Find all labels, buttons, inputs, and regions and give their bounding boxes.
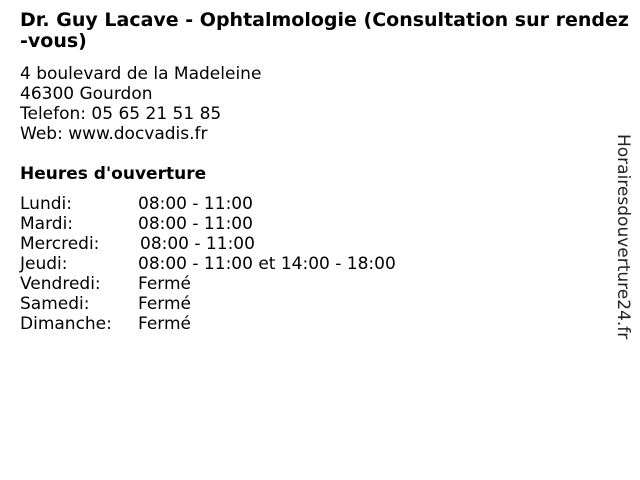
day-hours: Fermé (138, 314, 192, 334)
watermark (612, 134, 634, 344)
website: Web: www.docvadis.fr (20, 124, 208, 144)
day-label: Mercredi: (20, 234, 100, 254)
postal-city: 46300 Gourdon (20, 84, 153, 104)
street-address: 4 boulevard de la Madeleine (20, 64, 262, 84)
day-hours: 08:00 - 11:00 (140, 234, 255, 254)
day-label: Samedi: (20, 294, 90, 314)
day-hours: 08:00 - 11:00 et 14:00 - 18:00 (138, 254, 396, 274)
address-block (20, 64, 261, 144)
day-label: Vendredi: (20, 274, 101, 294)
day-hours: 08:00 - 11:00 (138, 214, 253, 234)
day-label: Lundi: (20, 194, 72, 214)
day-label: Mardi: (20, 214, 74, 234)
watermark-text: Horairesdouverture24.fr (613, 134, 633, 340)
day-label: Jeudi: (20, 254, 68, 274)
hours-heading: Heures d'ouverture (20, 164, 207, 184)
day-hours: Fermé (138, 274, 192, 294)
phone-number: Telefon: 05 65 21 51 85 (20, 104, 222, 124)
day-hours: 08:00 - 11:00 (138, 194, 253, 214)
day-label: Dimanche: (20, 314, 112, 334)
page-title: Dr. Guy Lacave - Ophtalmologie (Consultation sur rendez-vous) (20, 9, 629, 52)
day-hours: Fermé (138, 294, 192, 314)
